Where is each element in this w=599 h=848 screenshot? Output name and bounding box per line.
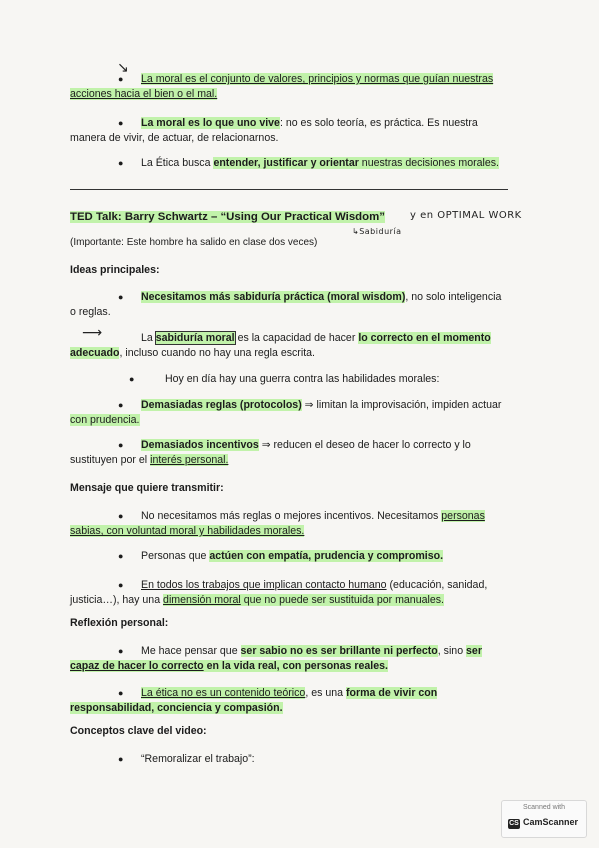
reflection-heading [70, 616, 168, 631]
text: actúen con empatía, prudencia y compromiso. [209, 550, 444, 562]
camscanner-name: CamScanner [523, 817, 579, 827]
text: acciones hacia el bien o el mal. [70, 88, 218, 100]
idea-2-line-2 [70, 346, 315, 361]
text: “Remoralizar el trabajo”: [141, 753, 255, 765]
text: , incluso cuando no hay una regla escrita. [119, 347, 315, 359]
text: dimensión moral [163, 594, 241, 606]
text: Hoy en día hay una guerra contra las habilidades morales: [165, 373, 440, 385]
text: Mensaje que quiere transmitir: [70, 482, 224, 494]
bullet: ● [129, 374, 135, 384]
idea-3 [165, 372, 439, 387]
message-3-line-2 [70, 593, 444, 608]
message-2 [141, 549, 443, 564]
divider [70, 189, 508, 190]
text: nuestras decisiones morales. [358, 157, 499, 169]
reflection-2 [141, 686, 437, 701]
text: Necesitamos más sabiduría práctica (moral wisdom) [141, 291, 406, 303]
ideas-heading [70, 263, 160, 278]
text: es la capacidad de hacer [234, 332, 359, 344]
text: La moral es el conjunto de valores, principios y normas que guían nuestras [141, 73, 494, 85]
moral-definition-line [141, 72, 493, 87]
text: Conceptos clave del video: [70, 725, 207, 737]
text: interés personal. [150, 454, 229, 466]
text: personas [441, 510, 485, 522]
text: , no solo inteligencia [405, 291, 502, 303]
text: La moral es lo que uno vive [141, 117, 280, 129]
idea-5-line-2 [70, 453, 228, 468]
text: ⇒ limitan la improvisación, impiden actuar [301, 399, 502, 411]
ethics-line [141, 156, 499, 171]
hand-arrow-icon: ↘ [117, 60, 130, 76]
concept-1 [141, 752, 255, 767]
bullet: ● [118, 440, 124, 450]
idea-1 [141, 290, 501, 305]
text: Reflexión personal: [70, 617, 169, 629]
text: , es una [305, 687, 346, 699]
bullet: ● [118, 754, 124, 764]
message-1-line-2 [70, 524, 304, 539]
text: : no es solo teoría, es práctica. Es nuestra [279, 117, 478, 129]
text: lo correcto en el momento [358, 332, 491, 344]
text: justicia…), hay una [70, 594, 164, 606]
text: Ideas principales: [70, 264, 160, 276]
handwritten-note-right: y en OPTIMAL WORK [410, 210, 522, 221]
idea-4-line-2 [70, 413, 140, 428]
text: TED Talk: Barry Schwartz – “Using Our Practical Wisdom” [70, 211, 385, 223]
moral-lived-line-2 [70, 131, 278, 146]
text: La ética no es un contenido teórico [141, 687, 306, 699]
text: Me hace pensar que [141, 645, 241, 657]
text: (Importante: Este hombre ha salido en clase dos veces) [70, 237, 318, 248]
text: capaz de hacer lo correcto [70, 660, 204, 672]
ted-title [70, 210, 385, 225]
idea-5 [141, 438, 471, 453]
text: Personas que [141, 550, 210, 562]
text: (educación, sanidad, [386, 579, 488, 591]
bullet: ● [118, 646, 124, 656]
bullet: ● [118, 118, 124, 128]
text: ser sabio no es ser brillante ni perfecto [240, 645, 438, 657]
reflection-1-line-2 [70, 659, 388, 674]
bullet: ● [118, 511, 124, 521]
text: , sino [437, 645, 467, 657]
text: ser [466, 645, 482, 657]
idea-1-line-2 [70, 305, 111, 320]
text: Demasiadas reglas (protocolos) [141, 399, 302, 411]
bullet: ● [118, 74, 124, 84]
message-heading [70, 481, 224, 496]
idea-4 [141, 398, 501, 413]
camscanner-logo-icon: CS [509, 820, 519, 827]
text: sustituyen por el [70, 454, 151, 466]
text: manera de vivir, de actuar, de relacionarnos. [70, 132, 279, 144]
bullet: ● [118, 688, 124, 698]
text: La [141, 332, 156, 344]
text: No necesitamos más reglas o mejores incentivos. Necesitamos [141, 510, 442, 522]
text: Demasiados incentivos [141, 439, 259, 451]
text: En todos los trabajos que implican [141, 579, 306, 591]
text: sabias, con voluntad moral y habilidades morales. [70, 525, 305, 537]
handwritten-note-under: ↳Sabiduría [352, 227, 402, 236]
text: con prudencia. [70, 414, 140, 426]
text: que no puede ser sustituida por manuales. [240, 594, 444, 606]
reflection-2-line-2 [70, 701, 283, 716]
text: adecuado [70, 347, 120, 359]
camscanner-watermark [501, 800, 587, 838]
moral-lived-line [141, 116, 478, 131]
idea-2 [141, 331, 491, 346]
bullet: ● [118, 551, 124, 561]
scanned-with-label: Scanned with [522, 804, 566, 811]
bullet: ● [118, 158, 124, 168]
moral-definition-line-2 [70, 87, 217, 102]
reflection-1 [141, 644, 482, 659]
text: forma de vivir con [345, 687, 438, 699]
text: entender, justificar y orientar [213, 157, 359, 169]
text: La Ética busca [141, 157, 214, 169]
bullet: ● [118, 580, 124, 590]
text: sabiduría moral [155, 332, 235, 344]
message-3 [141, 578, 487, 593]
message-1 [141, 509, 485, 524]
bullet: ● [118, 292, 124, 302]
text: contacto humano [305, 579, 387, 591]
text: en la vida real, con personas reales. [203, 660, 388, 672]
concepts-heading [70, 724, 207, 739]
bullet: ● [118, 400, 124, 410]
text: responsabilidad, conciencia y compasión. [70, 702, 283, 714]
important-note [70, 235, 317, 250]
text: ⇒ reducen el deseo de hacer lo correcto y lo [258, 439, 471, 451]
hand-arrow-icon: ⟶ [82, 325, 103, 341]
text: o reglas. [70, 306, 111, 318]
